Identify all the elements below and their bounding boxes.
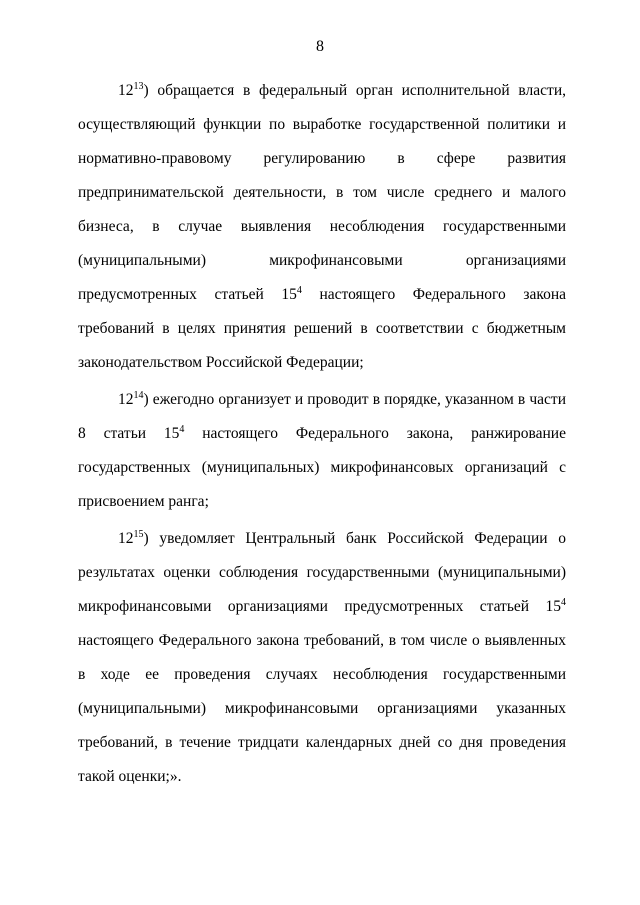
paragraph-text: ) ежегодно организует и проводит в порядке, указанном в части 8 статьи 15 (78, 391, 566, 442)
item-superscript: 15 (133, 528, 144, 540)
item-superscript: 13 (133, 80, 144, 92)
paragraph-text: настоящего Федерального закона, ранжирование государственных (муниципальных) микрофинансовых организаций с присвоением ранга; (78, 425, 566, 510)
paragraph-12-14 (78, 383, 566, 519)
paragraph-text: настоящего Федерального закона требований в целях принятия решений в соответствии с бюджетным законодательством Российской Федерации; (78, 286, 566, 371)
page-number: 8 (316, 38, 324, 55)
item-number: 12 (118, 530, 134, 547)
paragraph-text: ) уведомляет Центральный банк Российской Федерации о результатах оценки соблюдения государственными (муниципальными) микрофинансовыми организациями предусмотренных статьей 15 (78, 530, 566, 615)
paragraph-12-13 (78, 74, 566, 380)
document-body (78, 74, 566, 797)
article-superscript: 4 (179, 423, 185, 435)
article-superscript: 4 (561, 596, 566, 608)
item-number: 12 (118, 82, 134, 99)
paragraph-12-15 (78, 522, 566, 794)
article-superscript: 4 (296, 284, 302, 296)
paragraph-text: настоящего Федерального закона требований, в том числе о выявленных в ходе ее проведения случаях несоблюдения государственными (муниципальными) микрофинансовыми организациями указанных требований, в течение тридцати календарных дней со дня проведения такой оценки;». (78, 632, 566, 785)
paragraph-text: ) обращается в федеральный орган исполнительной власти, осуществляющий функции по выработке государственной политики и нормативно-правовому регулированию в сфере развития предпринимательской деятельности, в том числе среднего и малого бизнеса, в случае выявления несоблюдения государственными (муниципальными) микрофинансовыми организациями предусмотренных статьей 15 (78, 82, 566, 303)
item-number: 12 (118, 391, 134, 408)
item-superscript: 14 (133, 389, 144, 401)
